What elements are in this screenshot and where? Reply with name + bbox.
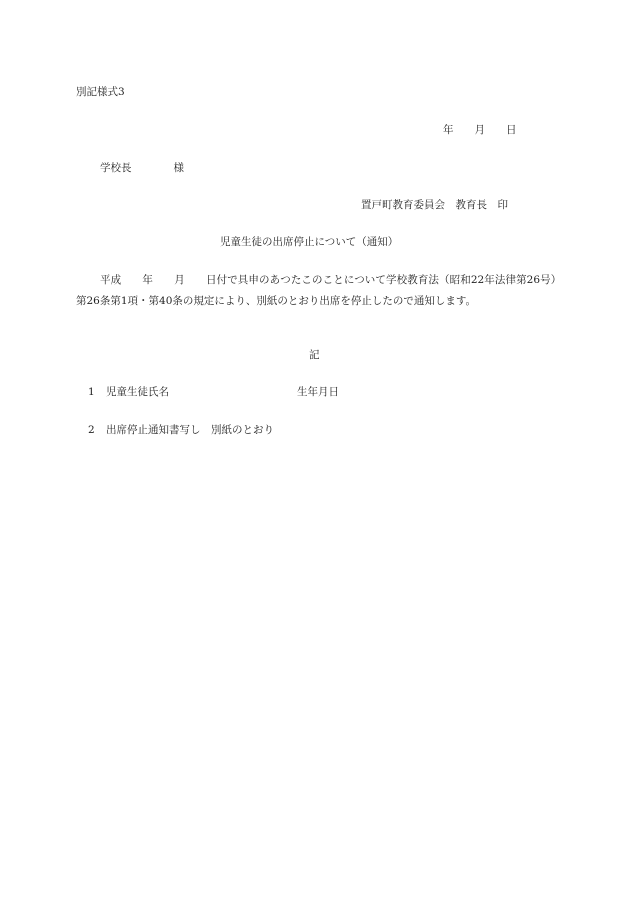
- item-1-number: 1: [88, 386, 95, 398]
- sender: 置戸町教育委員会 教育長 印: [361, 199, 508, 211]
- ki-heading: 記: [309, 349, 320, 361]
- item-2-number: 2: [88, 424, 95, 436]
- document-title: 児童生徒の出席停止について（通知）: [220, 236, 399, 248]
- date-line: 年 月 日: [443, 124, 517, 136]
- form-number: 別記様式3: [76, 86, 125, 98]
- body-paragraph: 平成 年 月 日付で具申のあつたこのことについて学校教育法（昭和22年法律第26号）第26条第1項・第40条の規定により、別紙のとおり出席を停止したので通知します。: [76, 274, 556, 307]
- item-1-extra: 生年月日: [297, 386, 339, 398]
- item-2-label: 出席停止通知書写し 別紙のとおり: [106, 424, 274, 436]
- addressee: 学校長 様: [100, 162, 184, 174]
- item-1-label: 児童生徒氏名: [106, 386, 169, 398]
